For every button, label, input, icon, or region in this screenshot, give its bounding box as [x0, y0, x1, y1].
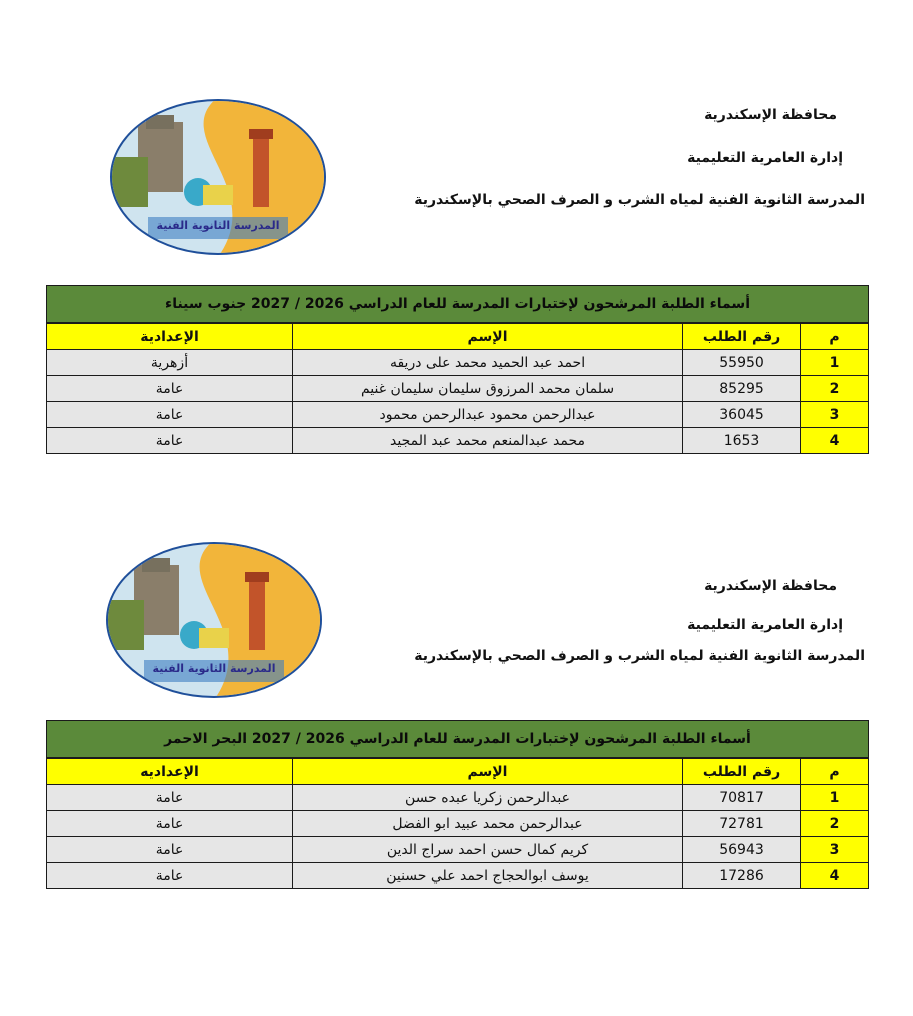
cell-prep-school: عامة: [47, 402, 293, 428]
cell-prep-school: عامة: [47, 376, 293, 402]
col-prep-school: الإعدادية: [47, 323, 293, 350]
table-title: أسماء الطلبة المرشحون لإختبارات المدرسة للعام الدراسي 2026 / 2027 جنوب سيناء: [47, 286, 869, 324]
cell-prep-school: عامة: [47, 811, 293, 837]
cell-name: عبدالرحمن زكريا عبده حسن: [293, 785, 683, 811]
governorate-line: محافظة الإسكندرية: [704, 107, 837, 123]
cell-name: كريم كمال حسن احمد سراج الدين: [293, 837, 683, 863]
cell-prep-school: عامة: [47, 785, 293, 811]
table-row: [47, 837, 869, 863]
cell-serial: 4: [801, 863, 869, 889]
cell-name: عبدالرحمن محمد عبيد ابو الفضل: [293, 811, 683, 837]
cell-request-no: 85295: [683, 376, 801, 402]
cell-prep-school: عامة: [47, 863, 293, 889]
school-line: المدرسة الثانوية الفنية لمياه الشرب و الصرف الصحي بالإسكندرية: [414, 192, 865, 208]
logo-text: المدرسة الثانوية الفنية: [152, 662, 276, 675]
governorate-line: محافظة الإسكندرية: [704, 578, 837, 594]
cell-prep-school: أزهرية: [47, 350, 293, 376]
cell-serial: 3: [801, 837, 869, 863]
school-logo: [104, 540, 324, 700]
candidates-table-1: [46, 285, 869, 454]
cell-name: عبدالرحمن محمود عبدالرحمن محمود: [293, 402, 683, 428]
col-request-no: رقم الطلب: [683, 758, 801, 785]
col-serial: م: [801, 323, 869, 350]
cell-serial: 3: [801, 402, 869, 428]
cell-name: سلمان محمد المرزوق سليمان سليمان غنيم: [293, 376, 683, 402]
cell-request-no: 36045: [683, 402, 801, 428]
table-header-row: [47, 323, 869, 350]
cell-name: يوسف ابوالحجاج احمد علي حسنين: [293, 863, 683, 889]
cell-prep-school: عامة: [47, 837, 293, 863]
cell-request-no: 1653: [683, 428, 801, 454]
cell-request-no: 55950: [683, 350, 801, 376]
table-row: [47, 785, 869, 811]
col-prep-school: الإعداديه: [47, 758, 293, 785]
table-row: [47, 428, 869, 454]
cell-request-no: 70817: [683, 785, 801, 811]
cell-serial: 2: [801, 376, 869, 402]
table-header-row: [47, 758, 869, 785]
school-logo: [108, 97, 328, 257]
logo-text: المدرسة الثانوية الفنية: [156, 219, 280, 232]
cell-request-no: 56943: [683, 837, 801, 863]
cell-serial: 1: [801, 350, 869, 376]
administration-line: إدارة العامرية التعليمية: [687, 150, 843, 166]
table-row: [47, 350, 869, 376]
table-row: [47, 402, 869, 428]
col-request-no: رقم الطلب: [683, 323, 801, 350]
cell-serial: 4: [801, 428, 869, 454]
col-name: الإسم: [293, 758, 683, 785]
cell-name: احمد عبد الحميد محمد على دريقه: [293, 350, 683, 376]
table-title: أسماء الطلبة المرشحون لإختبارات المدرسة للعام الدراسي 2026 / 2027 البحر الاحمر: [47, 721, 869, 759]
cell-prep-school: عامة: [47, 428, 293, 454]
table-row: [47, 376, 869, 402]
cell-name: محمد عبدالمنعم محمد عبد المجيد: [293, 428, 683, 454]
cell-request-no: 72781: [683, 811, 801, 837]
school-line: المدرسة الثانوية الفنية لمياه الشرب و الصرف الصحي بالإسكندرية: [414, 648, 865, 664]
col-name: الإسم: [293, 323, 683, 350]
administration-line: إدارة العامرية التعليمية: [687, 617, 843, 633]
cell-serial: 2: [801, 811, 869, 837]
cell-request-no: 17286: [683, 863, 801, 889]
cell-serial: 1: [801, 785, 869, 811]
col-serial: م: [801, 758, 869, 785]
table-row: [47, 863, 869, 889]
candidates-table-2: [46, 720, 869, 889]
table-row: [47, 811, 869, 837]
